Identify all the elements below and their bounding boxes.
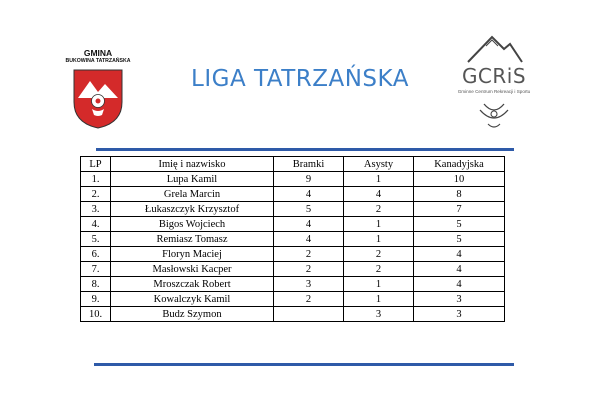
table-row bbox=[81, 232, 505, 247]
page-title: LIGA TATRZAŃSKA bbox=[191, 66, 409, 92]
cell-name: Remiasz Tomasz bbox=[111, 232, 274, 247]
cell-goals bbox=[274, 307, 344, 322]
cell-assists: 1 bbox=[344, 172, 414, 187]
cell-points: 4 bbox=[414, 247, 505, 262]
gcris-logo bbox=[446, 34, 542, 134]
cell-goals: 2 bbox=[274, 247, 344, 262]
header-goals: Bramki bbox=[274, 157, 344, 172]
cell-assists: 1 bbox=[344, 292, 414, 307]
cell-name: Bigos Wojciech bbox=[111, 217, 274, 232]
cell-lp: 2. bbox=[81, 187, 111, 202]
cell-goals: 4 bbox=[274, 217, 344, 232]
header-lp: LP bbox=[81, 157, 111, 172]
bottom-divider bbox=[94, 363, 514, 366]
cell-name: Masłowski Kacper bbox=[111, 262, 274, 277]
cell-assists: 2 bbox=[344, 262, 414, 277]
cell-assists: 2 bbox=[344, 202, 414, 217]
cell-name: Kowalczyk Kamil bbox=[111, 292, 274, 307]
cell-points: 10 bbox=[414, 172, 505, 187]
table-row bbox=[81, 217, 505, 232]
cell-lp: 3. bbox=[81, 202, 111, 217]
cell-lp: 8. bbox=[81, 277, 111, 292]
cell-lp: 6. bbox=[81, 247, 111, 262]
cell-lp: 9. bbox=[81, 292, 111, 307]
cell-goals: 2 bbox=[274, 262, 344, 277]
cell-name: Lupa Kamil bbox=[111, 172, 274, 187]
gmina-logo-line1: GMINA bbox=[83, 48, 113, 58]
gcris-logo-subtitle: Gminne Centrum Rekreacji i Sportu bbox=[457, 89, 531, 94]
cell-name: Łukaszczyk Krzysztof bbox=[111, 202, 274, 217]
header-points: Kanadyjska bbox=[414, 157, 505, 172]
cell-goals: 4 bbox=[274, 232, 344, 247]
table-row bbox=[81, 277, 505, 292]
ornament-icon bbox=[446, 98, 542, 134]
table-row bbox=[81, 307, 505, 322]
cell-name: Budz Szymon bbox=[111, 307, 274, 322]
gmina-logo bbox=[52, 38, 144, 134]
table-row bbox=[81, 262, 505, 277]
header-name: Imię i nazwisko bbox=[111, 157, 274, 172]
cell-assists: 2 bbox=[344, 247, 414, 262]
cell-points: 4 bbox=[414, 262, 505, 277]
cell-assists: 1 bbox=[344, 277, 414, 292]
cell-points: 8 bbox=[414, 187, 505, 202]
cell-name: Mroszczak Robert bbox=[111, 277, 274, 292]
table-row bbox=[81, 172, 505, 187]
cell-goals: 2 bbox=[274, 292, 344, 307]
cell-name: Floryn Maciej bbox=[111, 247, 274, 262]
cell-goals: 4 bbox=[274, 187, 344, 202]
cell-assists: 3 bbox=[344, 307, 414, 322]
cell-lp: 1. bbox=[81, 172, 111, 187]
gcris-logo-name: GCRiS bbox=[461, 64, 527, 88]
cell-lp: 7. bbox=[81, 262, 111, 277]
cell-points: 3 bbox=[414, 292, 505, 307]
cell-assists: 1 bbox=[344, 217, 414, 232]
cell-assists: 1 bbox=[344, 232, 414, 247]
cell-lp: 5. bbox=[81, 232, 111, 247]
cell-lp: 4. bbox=[81, 217, 111, 232]
cell-name: Grela Marcin bbox=[111, 187, 274, 202]
cell-assists: 4 bbox=[344, 187, 414, 202]
cell-goals: 5 bbox=[274, 202, 344, 217]
gmina-logo-line2: BUKOWINA TATRZAŃSKA bbox=[65, 58, 131, 64]
cell-points: 4 bbox=[414, 277, 505, 292]
top-divider bbox=[96, 148, 514, 151]
cell-lp: 10. bbox=[81, 307, 111, 322]
cell-goals: 3 bbox=[274, 277, 344, 292]
coat-of-arms-icon bbox=[72, 68, 124, 130]
header-assists: Asysty bbox=[344, 157, 414, 172]
table-header-row bbox=[81, 157, 505, 172]
table-row bbox=[81, 292, 505, 307]
table-row bbox=[81, 202, 505, 217]
table-row bbox=[81, 247, 505, 262]
cell-points: 5 bbox=[414, 232, 505, 247]
cell-points: 3 bbox=[414, 307, 505, 322]
table-row bbox=[81, 187, 505, 202]
cell-points: 5 bbox=[414, 217, 505, 232]
cell-goals: 9 bbox=[274, 172, 344, 187]
mountain-icon bbox=[446, 34, 542, 64]
cell-points: 7 bbox=[414, 202, 505, 217]
scores-table bbox=[80, 156, 505, 322]
